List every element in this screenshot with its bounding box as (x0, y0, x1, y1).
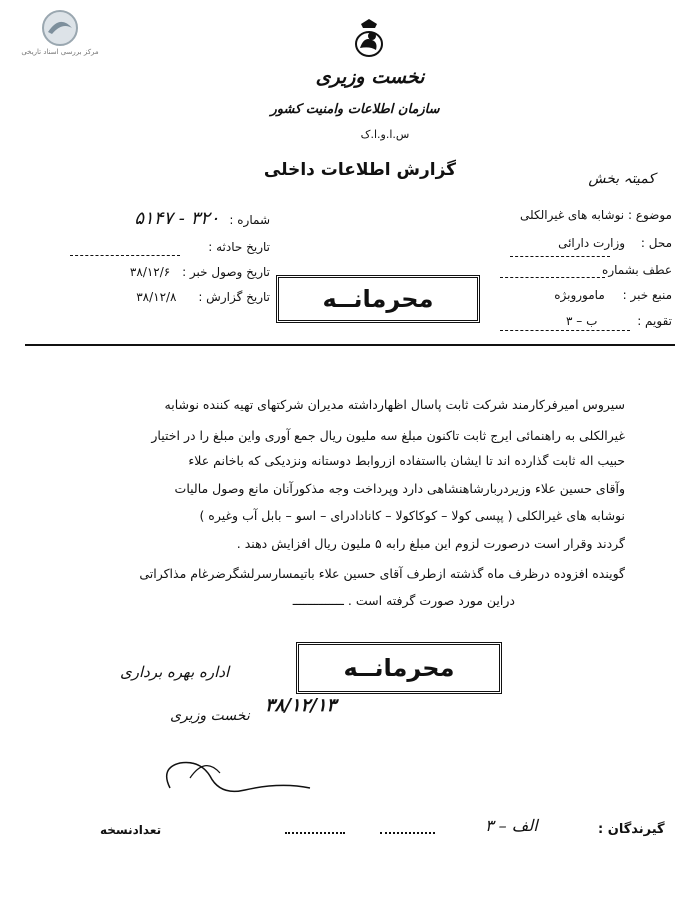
evaluation-label: تقویم : (637, 314, 672, 328)
report-date-value: ۳۸/۱۲/۸ (136, 290, 177, 304)
body-line-6: گردند وقرار است درصورت لزوم این مبلغ رابه ۵ ملیون ریال افزایش دهند . (236, 536, 625, 551)
receipt-date-label: تاریخ وصول خبر : (182, 265, 270, 279)
body-line-8: دراین مورد صورت گرفته است . ــــــــــــــ (292, 593, 515, 608)
event-date-underline (70, 255, 180, 256)
body-line-7: گوینده افزوده درظرف ماه گذشته ازطرف آقای حسین علاء باتیمسارسرلشگرضرغام مذاکراتی (139, 566, 625, 581)
report-date-row (25, 290, 270, 304)
subject-row (502, 208, 672, 222)
place-value: وزارت دارائی (558, 236, 626, 250)
ref-underline (500, 277, 605, 278)
handwritten-note-2: نخست وزیری (170, 708, 250, 724)
archive-logo (10, 8, 110, 58)
org-line-2: سازمان اطلاعات وامنیت کشور (270, 102, 440, 117)
body-line-3: حبیب اله ثابت گذارده اند تا ایشان بااستفاده ازروابط دوستانه ونزدیکی که باخانم علاء (188, 453, 625, 468)
footer-mark-1 (285, 826, 345, 834)
body-line-2: غیرالکلی به راهنمائی ایرج ثابت تاکنون مبلغ سه ملیون ریال جمع آوری واین مبلغ را در اختیار (151, 428, 625, 443)
handwritten-note-1: اداره بهره برداری (120, 663, 230, 681)
source-row (502, 288, 672, 302)
footer-mark-2 (380, 826, 435, 834)
receipt-date-row (25, 265, 270, 279)
body-line-4: وآقای حسین علاء وزیردربارشاهنشاهی دارد وپرداخت وجه مذکورآنان مانع وصول مالیات (174, 481, 625, 496)
source-value: ماموروبژه (554, 288, 605, 302)
place-label: محل : (640, 236, 672, 250)
receipt-date-value: ۳۸/۱۲/۶ (129, 265, 171, 279)
signature-scribble (150, 748, 320, 808)
subject-label: موضوع : (627, 208, 672, 222)
header-divider (25, 344, 675, 346)
org-code: س.ا.و.ا.ک (360, 128, 410, 141)
event-date-label: تاریخ حادثه : (208, 240, 270, 254)
number-value: ۳۲۰ - ۵۱۴۷ (134, 208, 220, 229)
confidential-stamp-bottom: محرمانــه (296, 642, 502, 694)
recipients-value: الف – ۳ (485, 816, 538, 835)
report-title: گزارش اطلاعات داخلی (263, 160, 457, 180)
confidential-stamp-top: محرمانــه (276, 275, 480, 323)
handwritten-date: ۳۸/۱۲/۱۳ (265, 695, 337, 716)
event-date-row (60, 240, 270, 254)
number-row (60, 208, 270, 229)
evaluation-underline (500, 330, 630, 331)
place-underline (510, 256, 610, 257)
report-date-label: تاریخ گزارش : (198, 290, 270, 304)
ref-label: عطف بشماره (602, 263, 672, 277)
body-line-1: سیروس امیرفرکارمند شرکت ثابت پاسال اظهارداشته مدیران شرکتهای تهیه کننده نوشابه (164, 397, 625, 412)
recipients-label: گیرندگان : (598, 822, 665, 837)
source-label: منبع خبر : (622, 288, 672, 302)
evaluation-value: ب – ۳ (565, 314, 598, 328)
handwritten-note-top: کمیتہ بخش (588, 171, 655, 187)
archive-emblem-icon (40, 8, 80, 48)
body-line-5: نوشابه های غیرالکلی ( پپسی کولا – کوکاکولا – کانادادرای – اسو – بابل آب وغیره ) (199, 508, 625, 523)
subject-value: نوشابه های غیرالکلی (519, 208, 625, 222)
archive-logo-text: مرکز بررسی اسناد تاریخی (21, 48, 99, 56)
org-line-1: نخست وزیری (315, 66, 425, 88)
copies-label: تعدادنسخه (100, 823, 162, 837)
place-row (502, 236, 672, 250)
number-label: شماره : (229, 213, 270, 227)
lion-and-sun-emblem-icon (352, 18, 386, 58)
evaluation-row (502, 314, 672, 328)
